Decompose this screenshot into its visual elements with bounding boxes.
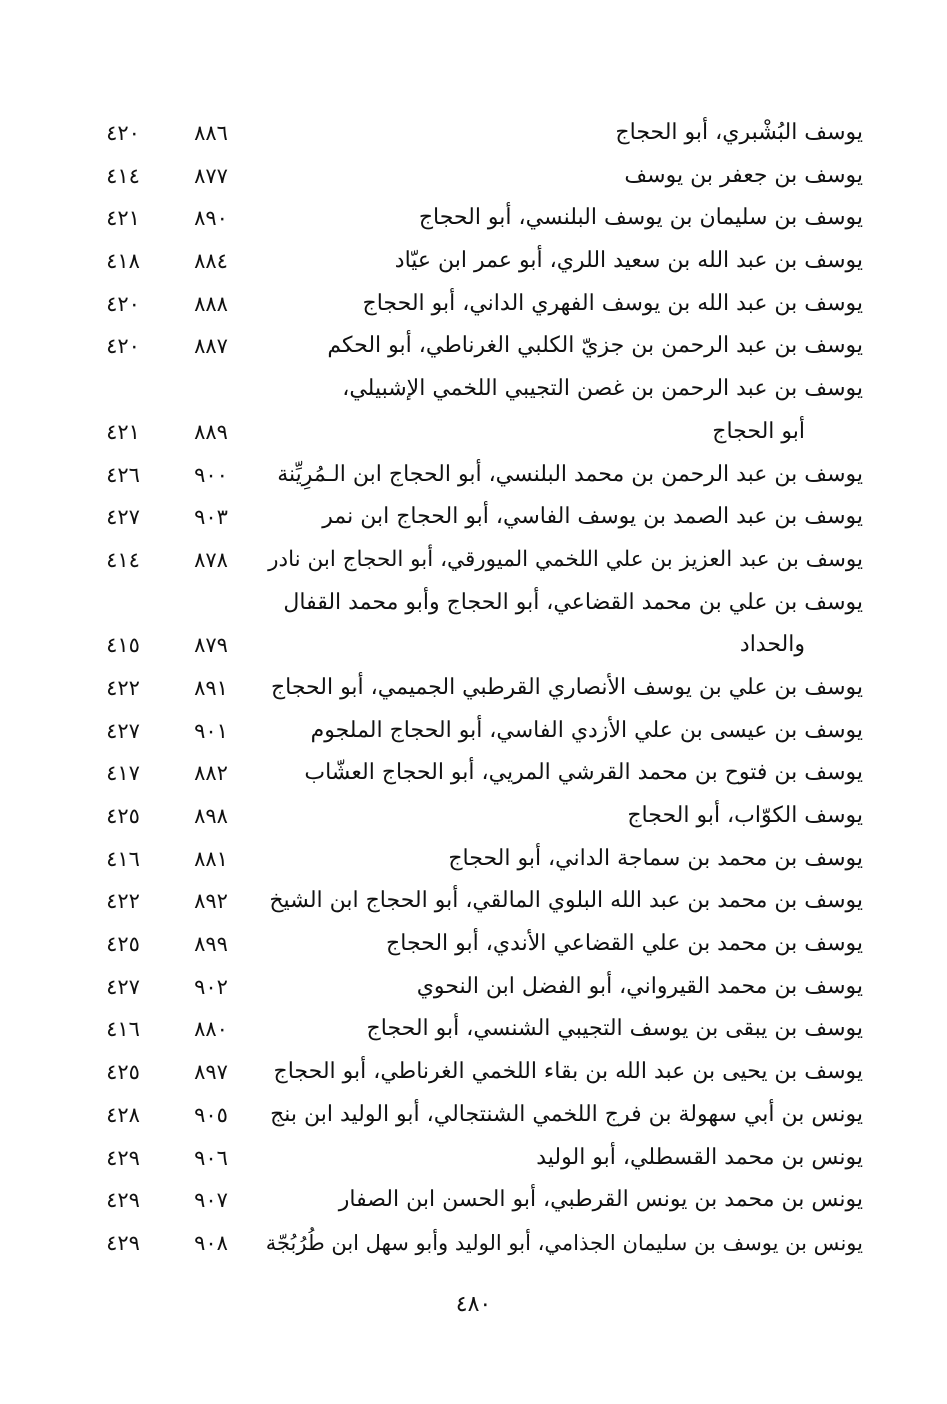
index-entry	[0, 325, 947, 368]
entry-name: يوسف الكوّاب، أبو الحجاج	[627, 803, 863, 829]
entry-page: ٤٢٩	[106, 1188, 140, 1213]
entry-name: يوسف بن يبقى بن يوسف التجيبي الشنسي، أبو الحجاج	[366, 1016, 863, 1042]
entry-page: ٤١٤	[106, 547, 140, 572]
entry-page: ٤٢٠	[106, 121, 140, 145]
page-number: ٤٨٠	[455, 1292, 492, 1317]
entry-name: يوسف بن علي بن يوسف الأنصاري القرطبي الجميمي، أبو الحجاج	[270, 674, 863, 700]
entry-page: ٤٢٧	[106, 974, 140, 999]
entry-number: ٨٨١	[194, 846, 228, 871]
index-entry	[0, 752, 947, 795]
entry-name: يونس بن محمد بن يونس القرطبي، أبو الحسن ابن الصفار	[338, 1187, 863, 1213]
index-entry	[0, 1137, 947, 1180]
entry-page: ٤٢٠	[106, 291, 140, 316]
entry-number: ٨٩٢	[194, 889, 228, 914]
index-entry	[0, 1008, 947, 1051]
entry-name: يوسف بن جعفر بن يوسف	[624, 162, 863, 188]
entry-page: ٤٢٨	[106, 1102, 140, 1127]
entry-number: ٨٧٩	[194, 633, 228, 658]
entry-page: ٤٢٢	[106, 675, 140, 700]
index-entry	[0, 1179, 947, 1222]
index-entry	[0, 155, 947, 198]
entry-number: ٨٨٠	[194, 1017, 228, 1042]
index-entry	[0, 966, 947, 1009]
entry-number: ٨٧٨	[194, 547, 228, 572]
index-entry	[0, 582, 947, 667]
index-entry	[0, 240, 947, 283]
biographical-index-list	[0, 112, 947, 1265]
entry-name: يونس بن محمد القسطلي، أبو الوليد	[536, 1144, 863, 1170]
index-entry	[0, 710, 947, 753]
entry-number: ٨٨٦	[194, 121, 228, 145]
entry-name: يوسف بن عبد الله بن سعيد اللري، أبو عمر ابن عيّاد	[394, 248, 863, 274]
entry-name-continuation: أبو الحجاج	[712, 418, 805, 444]
entry-number: ٩٠٣	[194, 505, 228, 530]
entry-number: ٩٠٨	[194, 1230, 228, 1255]
entry-name: يوسف بن علي بن محمد القضاعي، أبو الحجاج وأبو محمد القفال	[283, 589, 863, 615]
index-entry	[0, 368, 947, 453]
entry-number: ٩٠٦	[194, 1145, 228, 1170]
entry-number: ٨٧٧	[194, 163, 228, 188]
entry-name: يوسف بن سليمان بن يوسف البلنسي، أبو الحجاج	[418, 205, 863, 231]
index-entry	[0, 112, 947, 155]
entry-name: يوسف بن عبد الرحمن بن جزيّ الكلبي الغرناطي، أبو الحكم	[327, 333, 863, 359]
entry-page: ٤١٨	[106, 249, 140, 274]
index-entry	[0, 283, 947, 326]
entry-page: ٤١٦	[106, 1017, 140, 1042]
entry-page: ٤٢٩	[106, 1145, 140, 1170]
entry-page: ٤٢٥	[106, 804, 140, 829]
entry-name: يوسف بن محمد القيرواني، أبو الفضل ابن النحوي	[416, 973, 863, 999]
index-entry	[0, 496, 947, 539]
entry-number: ٩٠٧	[194, 1188, 228, 1213]
entry-number: ٨٩٠	[194, 206, 228, 231]
entry-page: ٤٢٢	[106, 889, 140, 914]
entry-number: ٩٠١	[194, 718, 228, 743]
index-entry	[0, 1094, 947, 1137]
entry-name: يوسف بن عبد الرحمن بن غصن التجيبي اللخمي الإشبيلي،	[342, 376, 863, 402]
entry-number: ٨٩١	[194, 675, 228, 700]
entry-name: يوسف بن عيسى بن علي الأزدي الفاسي، أبو الحجاج الملجوم	[310, 717, 863, 743]
index-entry	[0, 795, 947, 838]
entry-page: ٤٢١	[106, 419, 140, 444]
entry-name: يوسف بن فتوح بن محمد القرشي المريي، أبو الحجاج العشّاب	[304, 760, 863, 786]
entry-number: ٨٩٧	[194, 1060, 228, 1085]
entry-name-continuation: والحداد	[739, 632, 805, 658]
entry-name: يوسف بن يحيى بن عبد الله بن بقاء اللخمي الغرناطي، أبو الحجاج	[273, 1059, 863, 1085]
entry-page: ٤٢٦	[106, 462, 140, 487]
entry-page: ٤٢١	[106, 206, 140, 231]
entry-page: ٤٢٧	[106, 505, 140, 530]
entry-name: يوسف بن عبد العزيز بن علي اللخمي الميورقي، أبو الحجاج ابن نادر	[268, 546, 863, 572]
entry-number: ٨٨٧	[194, 334, 228, 359]
entry-number: ٨٨٢	[194, 761, 228, 786]
index-entry	[0, 1051, 947, 1094]
index-entry	[0, 880, 947, 923]
entry-name: يوسف بن عبد الله بن يوسف الفهري الداني، أبو الحجاج	[362, 290, 863, 316]
index-entry	[0, 923, 947, 966]
entry-number: ٩٠٢	[194, 974, 228, 999]
entry-page: ٤٢٩	[106, 1230, 140, 1255]
index-entry	[0, 197, 947, 240]
entry-number: ٩٠٠	[194, 462, 228, 487]
entry-number: ٨٨٨	[194, 291, 228, 316]
index-entry	[0, 454, 947, 497]
entry-page: ٤٢٥	[106, 932, 140, 957]
entry-page: ٤١٤	[106, 163, 140, 188]
entry-name: يونس بن يوسف بن سليمان الجذامي، أبو الوليد وأبو سهل ابن طُرُبُجّة	[265, 1230, 863, 1255]
entry-page: ٤٢٧	[106, 718, 140, 743]
entry-name: يوسف بن عبد الرحمن بن محمد البلنسي، أبو الحجاج ابن الـمُرِيِّنة	[277, 461, 863, 487]
entry-name: يوسف بن محمد بن عبد الله البلوي المالقي، أبو الحجاج ابن الشيخ	[269, 888, 863, 914]
entry-number: ٨٩٩	[194, 932, 228, 957]
entry-name: يوسف بن عبد الصمد بن يوسف الفاسي، أبو الحجاج ابن نمر	[322, 504, 863, 530]
entry-page: ٤١٦	[106, 846, 140, 871]
entry-name: يونس بن أبي سهولة بن فرج اللخمي الشنتجالي، أبو الوليد ابن بنج	[270, 1101, 863, 1127]
index-entry	[0, 838, 947, 881]
entry-name: يوسف البُشْبري، أبو الحجاج	[615, 120, 863, 145]
entry-number: ٨٨٩	[194, 419, 228, 444]
index-entry	[0, 539, 947, 582]
entry-page: ٤٢٥	[106, 1060, 140, 1085]
entry-name: يوسف بن محمد بن علي القضاعي الأندي، أبو الحجاج	[386, 931, 863, 957]
entry-page: ٤١٧	[106, 761, 140, 786]
entry-number: ٨٨٤	[194, 249, 228, 274]
entry-number: ٩٠٥	[194, 1102, 228, 1127]
index-entry	[0, 667, 947, 710]
entry-name: يوسف بن محمد بن سماجة الداني، أبو الحجاج	[448, 845, 863, 871]
entry-number: ٨٩٨	[194, 804, 228, 829]
entry-page: ٤٢٠	[106, 334, 140, 359]
index-entry	[0, 1222, 947, 1265]
entry-page: ٤١٥	[106, 633, 140, 658]
